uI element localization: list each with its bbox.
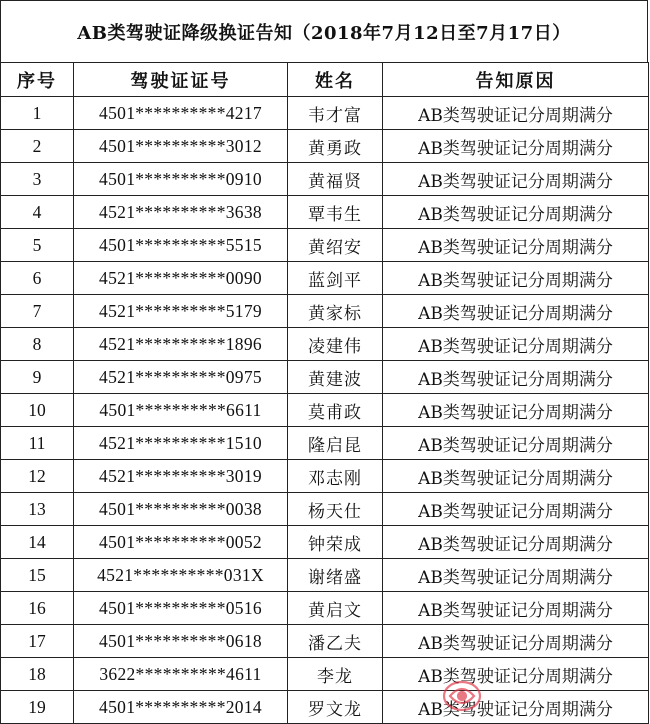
reason-cell: AB类驾驶证记分周期满分 bbox=[383, 427, 649, 460]
name-cell: 黄建波 bbox=[288, 361, 383, 394]
reason-cell: AB类驾驶证记分周期满分 bbox=[383, 658, 649, 691]
seq-cell: 19 bbox=[1, 691, 74, 724]
reason-cell: AB类驾驶证记分周期满分 bbox=[383, 691, 649, 724]
seq-cell: 3 bbox=[1, 163, 74, 196]
seq-cell: 6 bbox=[1, 262, 74, 295]
seq-cell: 9 bbox=[1, 361, 74, 394]
license-cell: 4521**********3638 bbox=[74, 196, 288, 229]
table-row bbox=[1, 97, 649, 130]
license-cell: 4521**********0090 bbox=[74, 262, 288, 295]
license-cell: 4501**********0910 bbox=[74, 163, 288, 196]
seq-cell: 1 bbox=[1, 97, 74, 130]
reason-cell: AB类驾驶证记分周期满分 bbox=[383, 559, 649, 592]
header-license: 驾驶证证号 bbox=[74, 63, 288, 97]
seq-cell: 5 bbox=[1, 229, 74, 262]
seq-cell: 15 bbox=[1, 559, 74, 592]
table-row bbox=[1, 130, 649, 163]
name-cell: 蓝剑平 bbox=[288, 262, 383, 295]
seq-cell: 14 bbox=[1, 526, 74, 559]
table-row bbox=[1, 460, 649, 493]
seq-cell: 16 bbox=[1, 592, 74, 625]
table-row bbox=[1, 592, 649, 625]
license-cell: 4501**********4217 bbox=[74, 97, 288, 130]
table-row bbox=[1, 559, 649, 592]
reason-cell: AB类驾驶证记分周期满分 bbox=[383, 361, 649, 394]
license-cell: 4501**********3012 bbox=[74, 130, 288, 163]
seq-cell: 10 bbox=[1, 394, 74, 427]
table-header-row bbox=[1, 63, 649, 97]
seq-cell: 18 bbox=[1, 658, 74, 691]
name-cell: 覃韦生 bbox=[288, 196, 383, 229]
notice-table bbox=[0, 62, 649, 724]
name-cell: 潘乙夫 bbox=[288, 625, 383, 658]
seq-cell: 2 bbox=[1, 130, 74, 163]
license-cell: 4501**********0052 bbox=[74, 526, 288, 559]
license-cell: 4521**********031X bbox=[74, 559, 288, 592]
title-row bbox=[0, 0, 648, 62]
name-cell: 谢绪盛 bbox=[288, 559, 383, 592]
table-row bbox=[1, 295, 649, 328]
name-cell: 黄启文 bbox=[288, 592, 383, 625]
license-cell: 4501**********0516 bbox=[74, 592, 288, 625]
table-row bbox=[1, 625, 649, 658]
name-cell: 黄绍安 bbox=[288, 229, 383, 262]
reason-cell: AB类驾驶证记分周期满分 bbox=[383, 493, 649, 526]
name-cell: 钟荣成 bbox=[288, 526, 383, 559]
name-cell: 黄勇政 bbox=[288, 130, 383, 163]
name-cell: 罗文龙 bbox=[288, 691, 383, 724]
reason-cell: AB类驾驶证记分周期满分 bbox=[383, 196, 649, 229]
license-cell: 4501**********2014 bbox=[74, 691, 288, 724]
license-cell: 4501**********0618 bbox=[74, 625, 288, 658]
seq-cell: 11 bbox=[1, 427, 74, 460]
license-cell: 4501**********6611 bbox=[74, 394, 288, 427]
reason-cell: AB类驾驶证记分周期满分 bbox=[383, 130, 649, 163]
seq-cell: 17 bbox=[1, 625, 74, 658]
table-row bbox=[1, 229, 649, 262]
table-row bbox=[1, 658, 649, 691]
license-cell: 4501**********5515 bbox=[74, 229, 288, 262]
license-cell: 4501**********0038 bbox=[74, 493, 288, 526]
name-cell: 邓志刚 bbox=[288, 460, 383, 493]
reason-cell: AB类驾驶证记分周期满分 bbox=[383, 163, 649, 196]
reason-cell: AB类驾驶证记分周期满分 bbox=[383, 592, 649, 625]
table-row bbox=[1, 361, 649, 394]
name-cell: 李龙 bbox=[288, 658, 383, 691]
license-cell: 4521**********1896 bbox=[74, 328, 288, 361]
name-cell: 凌建伟 bbox=[288, 328, 383, 361]
header-reason: 告知原因 bbox=[383, 63, 649, 97]
name-cell: 黄福贤 bbox=[288, 163, 383, 196]
name-cell: 杨天仕 bbox=[288, 493, 383, 526]
page-title: AB类驾驶证降级换证告知（2018年7月12日至7月17日） bbox=[77, 22, 571, 44]
seq-cell: 7 bbox=[1, 295, 74, 328]
reason-cell: AB类驾驶证记分周期满分 bbox=[383, 262, 649, 295]
license-cell: 3622**********4611 bbox=[74, 658, 288, 691]
reason-cell: AB类驾驶证记分周期满分 bbox=[383, 394, 649, 427]
license-cell: 4521**********1510 bbox=[74, 427, 288, 460]
name-cell: 莫甫政 bbox=[288, 394, 383, 427]
table-row bbox=[1, 328, 649, 361]
table-row bbox=[1, 526, 649, 559]
table-row bbox=[1, 262, 649, 295]
seq-cell: 13 bbox=[1, 493, 74, 526]
license-cell: 4521**********3019 bbox=[74, 460, 288, 493]
reason-cell: AB类驾驶证记分周期满分 bbox=[383, 526, 649, 559]
table-row bbox=[1, 196, 649, 229]
table-row bbox=[1, 691, 649, 724]
seq-cell: 12 bbox=[1, 460, 74, 493]
seq-cell: 4 bbox=[1, 196, 74, 229]
header-seq: 序号 bbox=[1, 63, 74, 97]
reason-cell: AB类驾驶证记分周期满分 bbox=[383, 460, 649, 493]
table-row bbox=[1, 493, 649, 526]
reason-cell: AB类驾驶证记分周期满分 bbox=[383, 328, 649, 361]
reason-cell: AB类驾驶证记分周期满分 bbox=[383, 295, 649, 328]
name-cell: 韦才富 bbox=[288, 97, 383, 130]
table-row bbox=[1, 163, 649, 196]
reason-cell: AB类驾驶证记分周期满分 bbox=[383, 229, 649, 262]
name-cell: 隆启昆 bbox=[288, 427, 383, 460]
reason-cell: AB类驾驶证记分周期满分 bbox=[383, 97, 649, 130]
license-cell: 4521**********0975 bbox=[74, 361, 288, 394]
name-cell: 黄家标 bbox=[288, 295, 383, 328]
table-row bbox=[1, 394, 649, 427]
license-cell: 4521**********5179 bbox=[74, 295, 288, 328]
reason-cell: AB类驾驶证记分周期满分 bbox=[383, 625, 649, 658]
table-row bbox=[1, 427, 649, 460]
header-name: 姓名 bbox=[288, 63, 383, 97]
seq-cell: 8 bbox=[1, 328, 74, 361]
